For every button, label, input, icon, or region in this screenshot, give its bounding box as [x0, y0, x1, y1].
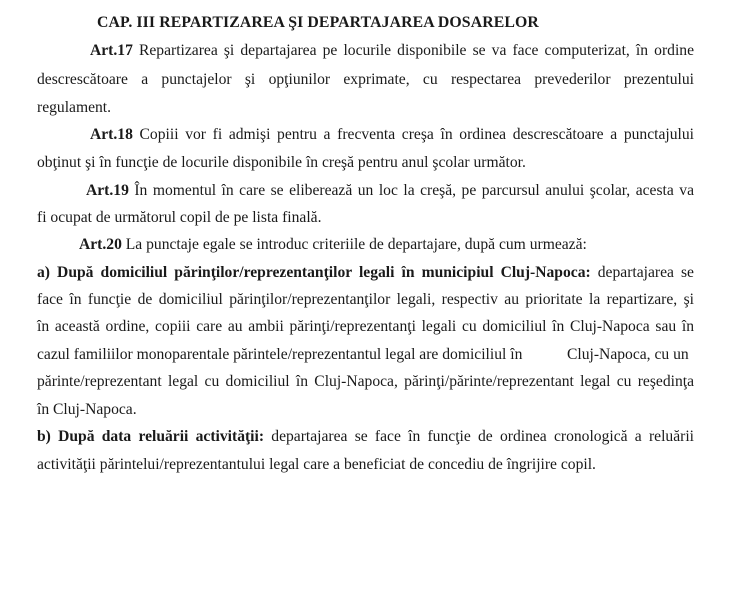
criterion-a-line-5: părinte/reprezentant legal cu domiciliul în Cluj-Napoca, părinţi/părinte/reprezentant legal cu reşedinţa — [37, 373, 694, 390]
art20-label: Art.20 — [79, 236, 122, 253]
art18-line-2: obţinut şi în funcţie de locurile disponibile în creşă pentru anul şcolar următor. — [37, 154, 526, 171]
criterion-a-line-2: face în funcţie de domiciliul părinţilor/reprezentanţilor legali, respectiv au prioritate la repartizare, şi — [37, 291, 694, 308]
art20-line-1: Art.20 La punctaje egale se introduc criteriile de departajare, după cum urmează: — [79, 236, 587, 253]
art19-line-1: Art.19 În momentul în care se eliberează un loc la creşă, pe parcursul anului şcolar, acesta va — [86, 182, 694, 199]
art19-line-2: fi ocupat de următorul copil de pe lista finală. — [37, 209, 322, 226]
art17-line-3: regulament. — [37, 99, 112, 116]
art17-line-1: Art.17 Repartizarea şi departajarea pe locurile disponibile se va face computerizat, în ordine — [90, 42, 694, 59]
criterion-b-line-1: b) După data reluării activităţii: departajarea se face în funcţie de ordinea cronologică a reluării — [37, 428, 694, 445]
criterion-a-line-1: a) După domiciliul părinţilor/reprezentanţilor legali în municipiul Cluj-Napoca: departajarea se — [37, 264, 694, 281]
criterion-a-line-3: în această ordine, copiii care au ambii părinţi/reprezentanţi legali cu domiciliul în Cluj-Napoca sau în — [37, 318, 694, 335]
art17-line-2: descrescătoare a punctajelor şi opţiunilor exprimate, cu respectarea prevederilor prezentului — [37, 71, 694, 88]
art18-label: Art.18 — [90, 126, 133, 143]
criterion-a-line-4b: Cluj-Napoca, cu un — [567, 346, 689, 363]
art19-label: Art.19 — [86, 182, 129, 199]
art17-label: Art.17 — [90, 42, 133, 59]
art18-line-1: Art.18 Copiii vor fi admişi pentru a frecventa creşa în ordinea descrescătoare a punctajului — [90, 126, 694, 143]
criterion-a-line-4a: cazul familiilor monoparentale părintele/reprezentantul legal are domiciliul în — [37, 346, 523, 363]
chapter-title: CAP. III REPARTIZAREA ŞI DEPARTAJAREA DOSARELOR — [97, 14, 539, 31]
criterion-b-line-2: activităţii părintelui/reprezentantului legal care a beneficiat de concediu de îngrijire copil. — [37, 456, 596, 473]
criterion-a-line-6: în Cluj-Napoca. — [37, 401, 137, 418]
criterion-b-heading: b) După data reluării activităţii: — [37, 428, 265, 445]
criterion-a-heading: a) După domiciliul părinţilor/reprezentanţilor legali în municipiul Cluj-Napoca: — [37, 264, 591, 281]
